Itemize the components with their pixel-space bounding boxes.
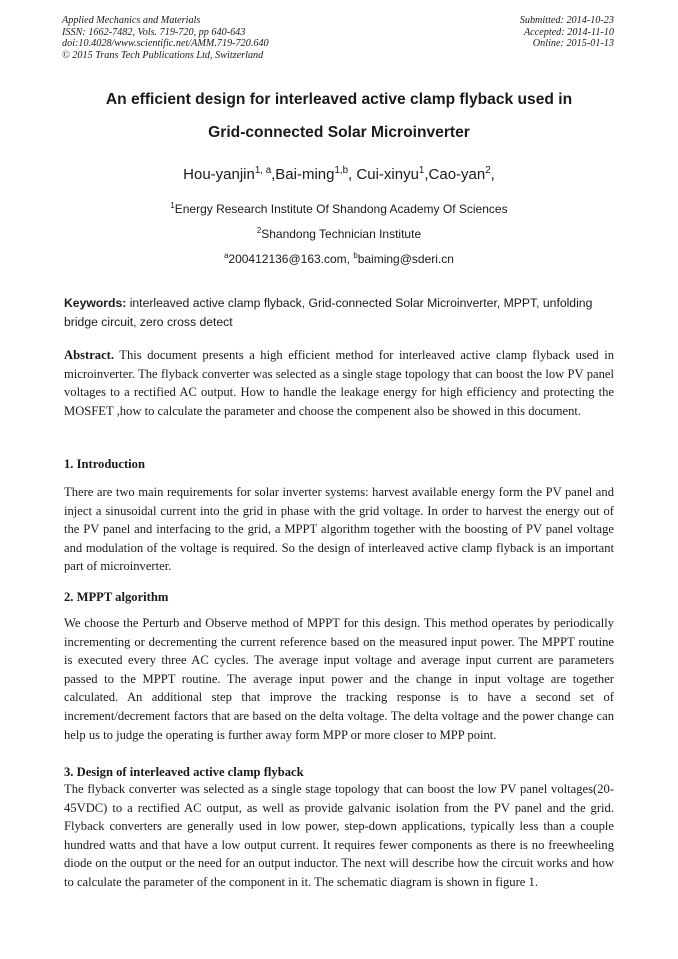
journal-info <box>62 15 269 61</box>
section-body-mppt: We choose the Perturb and Observe method of MPPT for this design. This method operates by periodically incrementing or decrementing the current reference based on the measured input power. The MPPT routine is executed every three AC cycles. The average input voltage and average input current are parameters passed to the MPPT routine. The average input power and the change in input voltage are together calculated. An additional step that improve the tracking response is to have a second set of increment/decrement factors that are based on the delta voltage. The delta voltage and the power change can help us to judge the operating is further away form MPP or more closer to MPP point. <box>64 616 614 742</box>
author-list <box>40 166 638 183</box>
email-address: baiming@sderi.cn <box>357 252 454 266</box>
author-affiliation-mark: 1 <box>418 165 425 176</box>
affiliation-text: Energy Research Institute Of Shandong Academy Of Sciences <box>174 202 508 216</box>
affiliation-1 <box>40 202 638 216</box>
author-separator: , <box>490 166 495 183</box>
author-name: Bai-ming <box>275 166 335 183</box>
section-heading-introduction: 1. Introduction <box>64 457 145 471</box>
journal-copyright: © 2015 Trans Tech Publications Ltd, Switzerland <box>62 49 264 61</box>
author-name: Cao-yan <box>428 166 486 183</box>
section-body-introduction: There are two main requirements for solar inverter systems: harvest available energy form the PV panel and inject a sinusoidal current into the grid in phase with the grid voltage. In order to harvest the energy out of the PV panel and interfacing to the grid, a MPPT algorithm together with the boosting of PV panel voltage and modulation of the voltage is required. So the design of interleaved active clamp flyback is an important part of microinverter. <box>64 485 614 574</box>
author-affiliation-mark: 1, a <box>254 165 272 176</box>
publication-dates <box>520 15 614 50</box>
section-heading-design: 3. Design of interleaved active clamp flyback <box>64 765 304 779</box>
author-separator: , <box>271 166 276 183</box>
affiliation-mark: 1 <box>170 201 175 210</box>
paper-title-line-2: Grid-connected Solar Microinverter <box>208 124 470 141</box>
email-address: 200412136@163.com, <box>228 252 354 266</box>
author-name: Cui-xinyu <box>356 166 419 183</box>
section-heading-mppt: 2. MPPT algorithm <box>64 590 169 604</box>
journal-doi: doi:10.4028/www.scientific.net/AMM.719-720.640 <box>62 38 269 50</box>
keywords-label: Keywords: <box>64 296 127 310</box>
email-mark: a <box>224 251 229 260</box>
abstract-text: This document presents a high efficient method for interleaved active clamp flyback used in microinverter. The flyback converter was selected as a single stage topology that can boost the low PV panel voltages to a rectified AC output. How to handle the leakage energy for high efficiency and protecting the MOSFET ,how to calculate the parameter and choose the compenent also be showed in this document. <box>64 348 614 418</box>
keywords-text: interleaved active clamp flyback, Grid-connected Solar Microinverter, MPPT, unfolding bridge circuit, zero cross detect <box>64 296 593 329</box>
paper-title-line-1: An efficient design for interleaved active clamp flyback used in <box>105 91 573 108</box>
affiliation-2 <box>40 227 638 241</box>
email-mark: b <box>353 251 358 260</box>
section-body-design: The flyback converter was selected as a single stage topology that can boost the low PV panel voltages(20-45VDC) to a rectified AC output, as well as provide galvanic isolation from the PV panel and the grid. Flyback converters are generally used in low power, step-down applications, typically less than a couple hundred watts and that have a low output current. It requires fewer components as there is no freewheeling diode on the output or the need for an output inductor. The next will describe how the circuit works and how to calculate the parameter of the component in it. The schematic diagram is shown in figure 1. <box>64 782 614 889</box>
author-name: Hou-yanjin <box>183 166 255 183</box>
journal-issn: ISSN: 1662-7482, Vols. 719-720, pp 640-643 <box>62 26 246 38</box>
affiliation-text: Shandong Technician Institute <box>261 227 422 241</box>
keywords <box>64 294 614 331</box>
affiliation-mark: 2 <box>256 226 262 235</box>
accepted-date: Accepted: 2014-11-10 <box>523 26 614 38</box>
author-affiliation-mark: 2 <box>485 165 491 176</box>
author-affiliation-mark: 1,b <box>334 165 349 176</box>
online-date: Online: 2015-01-13 <box>532 38 614 50</box>
abstract <box>64 346 614 420</box>
submitted-date: Submitted: 2014-10-23 <box>519 15 614 26</box>
author-separator: , <box>348 166 357 183</box>
abstract-label: Abstract. <box>64 348 115 362</box>
journal-name: Applied Mechanics and Materials <box>62 15 201 26</box>
author-emails <box>40 252 638 266</box>
author-separator: , <box>424 166 429 183</box>
